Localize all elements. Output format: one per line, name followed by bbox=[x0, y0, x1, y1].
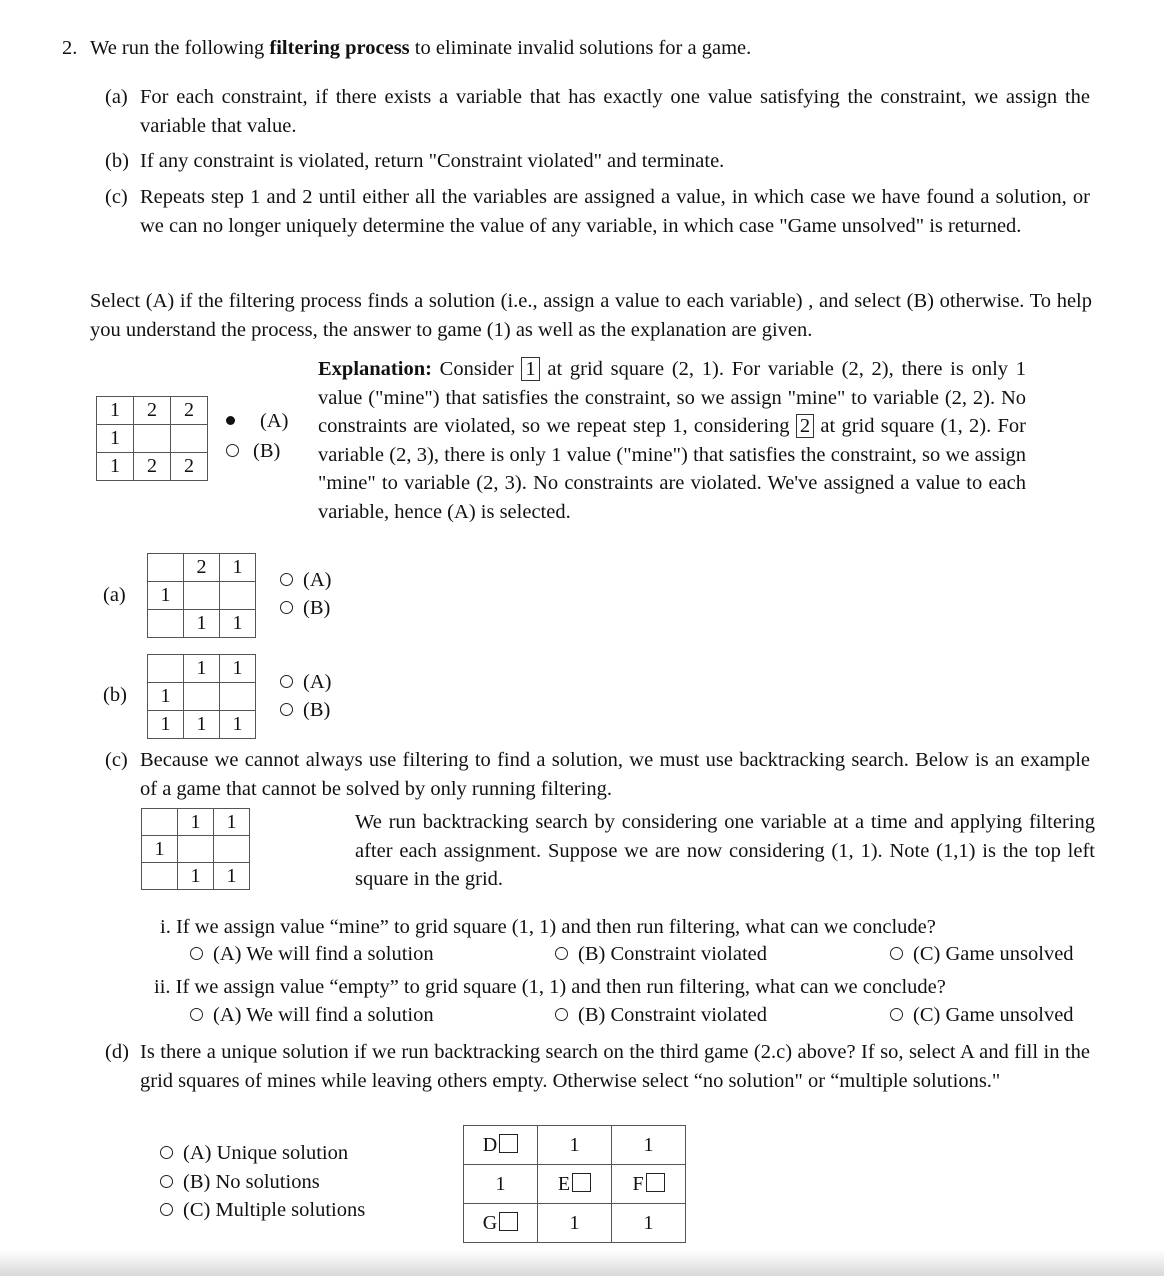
subq-i-option-a[interactable]: (A) We will find a solution bbox=[190, 940, 434, 969]
subq-ii: ii. If we assign value “empty” to grid square (1, 1) and then run filtering, what can we conclude? bbox=[154, 976, 946, 998]
cell-value: E bbox=[557, 1172, 571, 1195]
cell-value: 1 bbox=[160, 713, 171, 735]
grid-cell[interactable] bbox=[538, 1165, 612, 1204]
mine-checkbox[interactable] bbox=[572, 1173, 591, 1192]
question-intro: We run the following filtering process to eliminate invalid solutions for a game. bbox=[90, 37, 752, 59]
radio-icon[interactable] bbox=[555, 1008, 568, 1021]
explanation: Explanation: Consider 1 at grid square (2, 1). For variable (2, 2), there is only 1 value ("mine") that satisfies the constraint, so we assign "mine" to variable (2, 2). No constraints are violated, so we repeat step 1, considering 2 at grid square (1, 2). For variable (2, 3), there is only 1 value ("mine") that satisfies the constraint, so we assign "mine" to variable (2, 3). No constraints are violated. We've assigned a value to each variable, hence (A) is selected. bbox=[318, 358, 1026, 523]
part-c-text: Because we cannot always use filtering to find a solution, we must use backtracking search. Below is an example of a game that cannot be solved by only running filtering. bbox=[140, 749, 1090, 800]
cell-value: 2 bbox=[147, 399, 157, 421]
grid-cell bbox=[214, 809, 250, 836]
grid-cell bbox=[97, 425, 134, 453]
cell-value: 1 bbox=[160, 584, 171, 606]
grid-cell bbox=[538, 1204, 612, 1243]
grid-cell bbox=[148, 610, 184, 638]
subq-i-option-b[interactable]: (B) Constraint violated bbox=[555, 940, 767, 969]
cell-value: 1 bbox=[232, 556, 243, 578]
radio-icon[interactable] bbox=[280, 601, 293, 614]
grid-cell bbox=[184, 711, 220, 739]
cell-value: G bbox=[482, 1211, 498, 1234]
part-c-label: (c) bbox=[105, 749, 128, 771]
grid-cell bbox=[220, 655, 256, 683]
cell-value: 1 bbox=[495, 1172, 506, 1195]
mine-checkbox[interactable] bbox=[646, 1173, 665, 1192]
cell-value: 1 bbox=[110, 455, 120, 477]
cell-value: 1 bbox=[226, 810, 237, 833]
subq-ii-option-c[interactable]: (C) Game unsolved bbox=[890, 1001, 1074, 1030]
cell-value: 1 bbox=[160, 685, 171, 707]
cell-value: 1 bbox=[110, 427, 120, 449]
step-a-label: (a) bbox=[105, 86, 128, 108]
grid-cell bbox=[171, 453, 208, 481]
grid-cell bbox=[171, 425, 208, 453]
cell-value: 2 bbox=[184, 399, 194, 421]
cell-value: 2 bbox=[147, 455, 157, 477]
grid-cell bbox=[184, 683, 220, 711]
grid-cell bbox=[134, 453, 171, 481]
radio-icon[interactable] bbox=[160, 1203, 173, 1216]
radio-icon[interactable] bbox=[890, 947, 903, 960]
cell-value: 2 bbox=[184, 455, 194, 477]
radio-icon[interactable] bbox=[280, 573, 293, 586]
grid-cell bbox=[184, 554, 220, 582]
grid-cell bbox=[184, 582, 220, 610]
part-d-text: Is there a unique solution if we run backtracking search on the third game (2.c) above? If so, select A and fill in the grid squares of mines while leaving others empty. Otherwise select “no solution" or “multiple solutions." bbox=[140, 1041, 1090, 1092]
radio-icon[interactable] bbox=[890, 1008, 903, 1021]
radio-icon[interactable] bbox=[160, 1175, 173, 1188]
cell-value: 1 bbox=[196, 612, 207, 634]
grid-cell bbox=[178, 863, 214, 890]
grid-cell bbox=[612, 1126, 686, 1165]
grid-cell bbox=[148, 582, 184, 610]
subq-i-option-c[interactable]: (C) Game unsolved bbox=[890, 940, 1074, 969]
mine-checkbox[interactable] bbox=[499, 1212, 518, 1231]
step-c-label: (c) bbox=[105, 186, 128, 208]
grid-cell bbox=[142, 863, 178, 890]
subq-i: i. If we assign value “mine” to grid square (1, 1) and then run filtering, what can we conclude? bbox=[160, 916, 936, 938]
grid-cell bbox=[142, 836, 178, 863]
game-b-label: (b) bbox=[103, 684, 127, 706]
grid-cell bbox=[148, 554, 184, 582]
grid-cell bbox=[220, 711, 256, 739]
cell-value: 2 bbox=[196, 556, 207, 578]
cell-value: 1 bbox=[232, 657, 243, 679]
mine-checkbox[interactable] bbox=[499, 1134, 518, 1153]
step-b-label: (b) bbox=[105, 150, 129, 172]
grid-cell bbox=[178, 836, 214, 863]
grid-cell bbox=[220, 683, 256, 711]
cell-value: 1 bbox=[190, 810, 201, 833]
grid-cell[interactable] bbox=[612, 1165, 686, 1204]
step-c-text: Repeats step 1 and 2 until either all the variables are assigned a value, in which case we have found a solution, or we can no longer uniquely determine the value of any variable, in which case "Game unsolved" is returned. bbox=[140, 186, 1090, 237]
cell-value: 1 bbox=[190, 864, 201, 887]
cell-value: 1 bbox=[196, 713, 207, 735]
subq-ii-option-a[interactable]: (A) We will find a solution bbox=[190, 1001, 434, 1030]
question-number: 2. bbox=[62, 37, 78, 59]
game-b-option-a[interactable]: (A) bbox=[280, 668, 331, 697]
step-b-text: If any constraint is violated, return "Constraint violated" and terminate. bbox=[140, 150, 725, 172]
grid-cell bbox=[184, 655, 220, 683]
cell-value: 1 bbox=[110, 399, 120, 421]
radio-icon[interactable] bbox=[160, 1146, 173, 1159]
grid-cell bbox=[97, 453, 134, 481]
grid-cell bbox=[148, 655, 184, 683]
cell-value: D bbox=[482, 1133, 498, 1156]
grid-cell bbox=[220, 554, 256, 582]
cell-value: 1 bbox=[196, 657, 207, 679]
part-d-option-b[interactable]: (B) No solutions bbox=[160, 1168, 320, 1197]
grid-cell bbox=[134, 425, 171, 453]
part-c-description: We run backtracking search by considering one variable at a time and applying filtering after each assignment. Suppose we are now considering (1, 1). Note (1,1) is the top left square in the grid. bbox=[355, 811, 1095, 891]
page-bottom-shadow bbox=[0, 1250, 1164, 1276]
example-option-b: (B) bbox=[226, 437, 280, 466]
grid-cell bbox=[97, 397, 134, 425]
grid-cell bbox=[612, 1204, 686, 1243]
part-d-option-c[interactable]: (C) Multiple solutions bbox=[160, 1196, 365, 1225]
game-a-option-b[interactable]: (B) bbox=[280, 594, 330, 623]
radio-icon[interactable] bbox=[190, 947, 203, 960]
grid-cell bbox=[538, 1126, 612, 1165]
grid-cell bbox=[142, 809, 178, 836]
radio-icon[interactable] bbox=[280, 675, 293, 688]
radio-selected-icon bbox=[226, 416, 235, 425]
grid-cell[interactable] bbox=[464, 1126, 538, 1165]
select-instructions: Select (A) if the filtering process finds a solution (i.e., assign a value to each variable) , and select (B) otherwise. To help you understand the process, the answer to game (1) as well as the explanation are given. bbox=[90, 290, 1092, 341]
subq-ii-option-b[interactable]: (B) Constraint violated bbox=[555, 1001, 767, 1030]
part-d-label: (d) bbox=[105, 1041, 129, 1063]
example-grid bbox=[96, 396, 208, 481]
example-option-a: (A) bbox=[222, 407, 288, 436]
radio-icon[interactable] bbox=[190, 1008, 203, 1021]
radio-icon[interactable] bbox=[280, 703, 293, 716]
cell-value: 1 bbox=[569, 1133, 580, 1156]
grid-cell bbox=[214, 836, 250, 863]
cell-value: 1 bbox=[226, 864, 237, 887]
step-a-text: For each constraint, if there exists a variable that has exactly one value satisfying the constraint, we assign the variable that value. bbox=[140, 86, 1090, 137]
grid-cell bbox=[148, 683, 184, 711]
cell-value: 1 bbox=[232, 713, 243, 735]
grid-cell bbox=[134, 397, 171, 425]
cell-value: 1 bbox=[643, 1133, 654, 1156]
game-a-grid bbox=[147, 553, 256, 638]
part-c-grid bbox=[141, 808, 250, 890]
grid-cell bbox=[178, 809, 214, 836]
game-a-label: (a) bbox=[103, 584, 126, 606]
cell-value: 1 bbox=[569, 1211, 580, 1234]
radio-icon bbox=[226, 444, 239, 457]
part-d-option-a[interactable]: (A) Unique solution bbox=[160, 1139, 348, 1168]
grid-cell[interactable] bbox=[464, 1204, 538, 1243]
grid-cell bbox=[148, 711, 184, 739]
cell-value: F bbox=[632, 1172, 644, 1195]
game-b-grid bbox=[147, 654, 256, 739]
grid-cell bbox=[220, 610, 256, 638]
grid-cell bbox=[464, 1165, 538, 1204]
game-b-option-b[interactable]: (B) bbox=[280, 696, 330, 725]
grid-cell bbox=[220, 582, 256, 610]
radio-icon[interactable] bbox=[555, 947, 568, 960]
grid-cell bbox=[214, 863, 250, 890]
part-d-answer-grid bbox=[463, 1125, 686, 1243]
cell-value: 1 bbox=[154, 837, 165, 860]
game-a-option-a[interactable]: (A) bbox=[280, 566, 331, 595]
grid-cell bbox=[184, 610, 220, 638]
grid-cell bbox=[171, 397, 208, 425]
cell-value: 1 bbox=[643, 1211, 654, 1234]
cell-value: 1 bbox=[232, 612, 243, 634]
